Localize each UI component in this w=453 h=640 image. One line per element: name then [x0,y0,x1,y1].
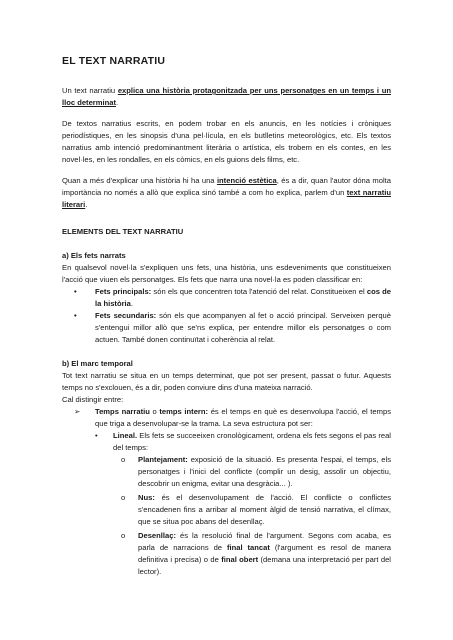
list-item [62,310,391,346]
literary-text-a: Quan a més d'explicar una història hi ha una [62,176,217,185]
item-text-2: és el temps en què es desenvolupa l'acció, el temps que triga a desenvolupar-se la trama. La seva estructura pot ser: [95,407,391,428]
literary-text-c: . [85,200,88,209]
literary-bold-b: text narratiu literari [62,188,391,209]
circle-bullet-icon: o [121,531,126,540]
examples-paragraph: De textos narratius escrits, en podem trobar en els anuncis, en les notícies i cròniques periodístiques, en les sinopsis d'una pel·lícula, en els butlletins meteorològics, etc. Els textos narratius amb intenció predominantment literària o artística, els trobem en els contes, en les novel·les, en les rondalles, en els còmics, en els guions dels films, etc. [62,119,391,164]
facts-paragraph: En qualsevol novel·la s'expliquen uns fets, una història, uns esdeveniments que constitueixen l'acció que viuen els personatges. Els fets que narra una novel·la es poden classificar en: [62,263,391,284]
section-heading: ELEMENTS DEL TEXT NARRATIU [62,227,184,236]
document-title: EL TEXT NARRATIU [62,55,166,67]
item-label-2: final tancat [226,543,270,552]
item-label: Plantejament: [138,455,188,464]
item-label: Lineal. [113,431,138,440]
facts-list [62,286,391,346]
list-item [62,286,391,310]
arrow-icon: ➢ [74,407,81,416]
time-paragraph: Tot text narratiu se situa en un temps determinat, que pot ser present, passat o futur. Aquests temps no s'exclouen, és a dir, poden conviure dins d'una mateixa narració. [62,371,391,392]
literary-paragraph [62,175,391,211]
item-text: són els que acompanyen al fet o acció principal. Serveixen perquè s'entengui millor allò que se'ns explica, per entendre millor els personatges o com actuen. També donen continuïtat i coherència al relat. [95,311,391,344]
bullet-icon: • [74,287,77,296]
list-item [87,454,391,490]
bullet-icon: • [95,431,98,440]
bullet-icon: • [74,311,77,320]
item-text-2: (l'argument es resol de manera definitiva i precisa) o de [138,543,391,564]
item-label-2: cos de la història [95,287,391,308]
item-text: són els que concentren tota l'atenció del relat. Constitueixen el [151,287,367,296]
time-list [62,406,391,454]
intro-bold: explica una història protagonitzada per uns personatges en un temps i un lloc determinat [62,86,392,107]
structure-list [62,454,391,578]
item-text-3: (demana una interpretació per part del lector). [138,555,391,576]
item-text-2: . [130,299,133,308]
list-item [62,430,391,454]
list-item [87,492,391,528]
item-label-2: temps intern: [159,407,209,416]
circle-bullet-icon: o [121,493,126,502]
subheading-b: b) El marc temporal [62,359,133,368]
intro-paragraph [62,85,391,109]
distinguish-line: Cal distingir entre: [62,395,124,404]
item-text: és el desenvolupament de l'acció. El conflicte o conflictes s'encadenen fins a arribar al moment àlgid de tensió narrativa, el clímax, que se situa poc abans del desenllaç. [138,493,391,526]
literary-text-b: , és a dir, quan l'autor dóna molta importància no només a allò que explica sinó també a com ho explica, parlem d'un [62,176,391,197]
intro-end: . [116,98,119,107]
intro-text: Un text narratiu [62,86,118,95]
item-label: Fets principals: [95,287,152,296]
item-label: Temps narratiu [95,407,150,416]
list-item [87,530,391,578]
item-label-3: final obert [221,555,259,564]
item-label: Nus: [138,493,155,502]
item-text: Els fets se succeeixen cronològicament, ordena els fets segons el pas real del temps: [113,431,391,452]
item-label: Desenllaç: [138,531,176,540]
item-text: és la resolució final de l'argument. Segons com acaba, es parla de narracions de [138,531,391,552]
list-item [62,406,391,430]
literary-bold-a: intenció estètica [216,176,277,185]
subheading-a: a) Els fets narrats [62,251,126,260]
item-label: Fets secundaris: [95,311,157,320]
circle-bullet-icon: o [121,455,126,464]
item-text: o [149,407,160,416]
item-text: exposició de la situació. Es presenta l'espai, el temps, els personatges i l'inici del conflicte (complir un desig, assolir un objectiu, descobrir un enigma, evitar una desgràcia... ). [138,455,391,488]
